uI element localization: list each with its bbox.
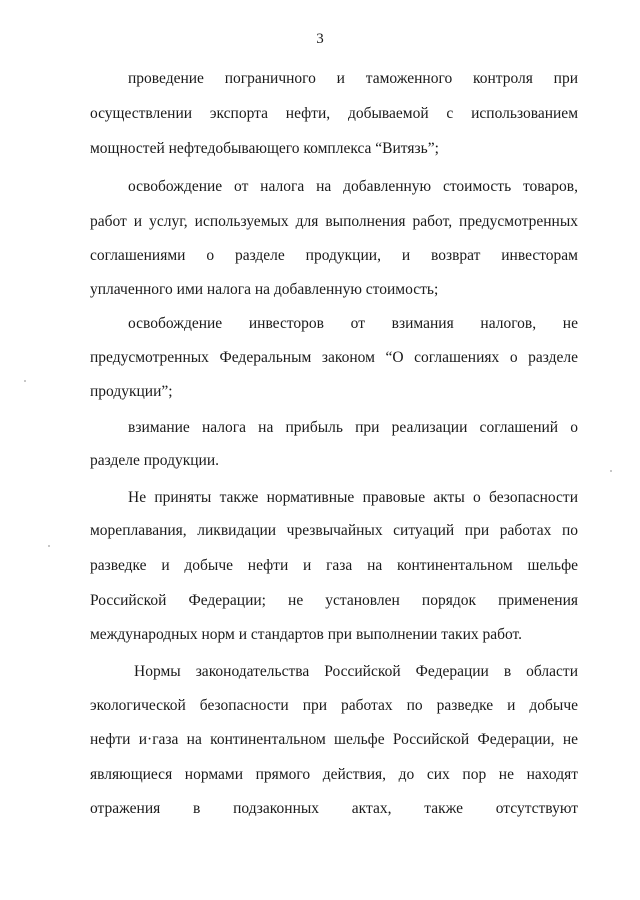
text-line: продукции”; — [90, 383, 173, 400]
text-line: являющиеся нормами прямого действия, до сих пор не находят — [90, 766, 578, 783]
text-line: мощностей нефтедобывающего комплекса “Витязь”; — [90, 140, 439, 157]
text-line: Российской Федерации; не установлен порядок применения — [90, 592, 578, 609]
scan-speck — [24, 380, 26, 382]
page-number: 3 — [316, 31, 324, 47]
text-line: отражения в подзаконных актах, также отсутствуют — [90, 800, 578, 817]
text-line: разделе продукции. — [90, 452, 220, 469]
text-line: разведке и добыче нефти и газа на континентальном шельфе — [90, 557, 578, 574]
text-line: освобождение от налога на добавленную стоимость товаров, — [128, 178, 578, 195]
text-line: международных норм и стандартов при выполнении таких работ. — [90, 626, 523, 643]
scan-speck — [610, 470, 612, 472]
text-line: Не приняты также нормативные правовые акты о безопасности — [128, 489, 578, 506]
text-line: соглашениями о разделе продукции, и возврат инвесторам — [90, 247, 578, 264]
text-line: уплаченного ими налога на добавленную стоимость; — [90, 281, 439, 298]
text-line: проведение пограничного и таможенного контроля при — [128, 70, 578, 87]
text-line: экологической безопасности при работах по разведке и добыче — [90, 697, 578, 714]
text-line: предусмотренных Федеральным законом “О соглашениях о разделе — [90, 349, 578, 366]
text-line: работ и услуг, используемых для выполнения работ, предусмотренных — [90, 213, 578, 230]
text-line: осуществлении экспорта нефти, добываемой с использованием — [90, 105, 578, 122]
text-line: нефти и·газа на континентальном шельфе Российской Федерации, не — [90, 731, 578, 748]
text-line: Нормы законодательства Российской Федерации в области — [134, 663, 578, 680]
text-line: освобождение инвесторов от взимания налогов, не — [128, 315, 578, 332]
text-line: взимание налога на прибыль при реализации соглашений о — [128, 419, 578, 436]
scan-speck — [48, 545, 50, 547]
text-line: мореплавания, ликвидации чрезвычайных ситуаций при работах по — [90, 522, 578, 539]
